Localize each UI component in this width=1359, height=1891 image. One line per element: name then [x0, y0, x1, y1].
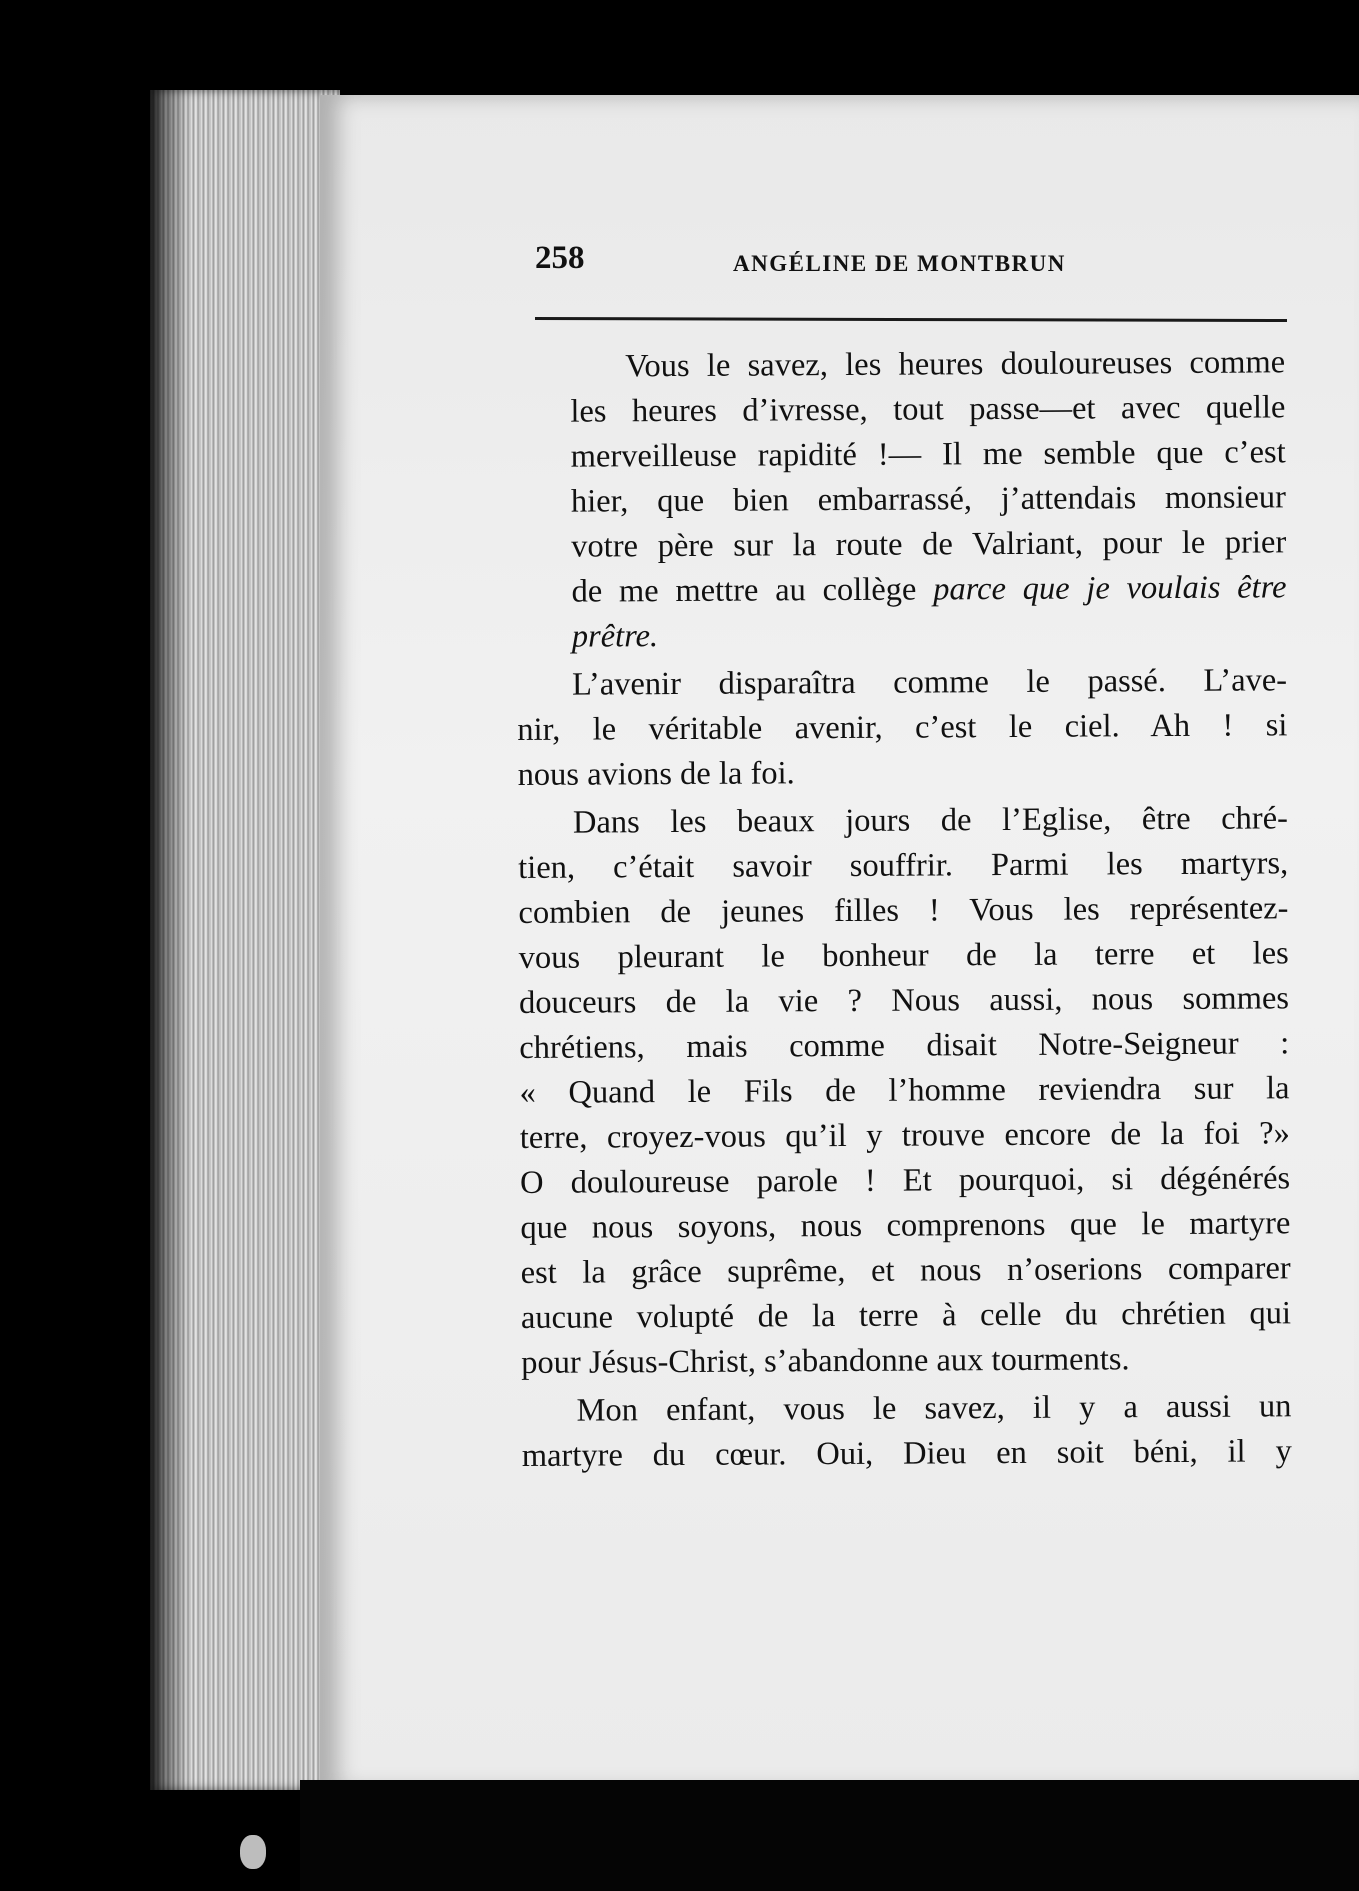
text-line: Dans les beaux jours de l’Eglise, être chré- [572, 800, 1289, 841]
paragraph-2 [517, 658, 1288, 798]
text-line: votre père sur la route de Valriant, pour le prier [571, 524, 1287, 565]
text-line: terre, croyez-vous qu’il y trouve encore de la foi ?» [519, 1115, 1290, 1156]
text-line: douceurs de la vie ? Nous aussi, nous sommes [518, 980, 1290, 1021]
text-line: prêtre. [571, 618, 659, 655]
text-line: hier, que bien embarrassé, j’attendais monsieur [570, 479, 1287, 520]
paragraph-3 [518, 796, 1292, 1386]
text-line: que nous soyons, nous comprenons que le martyre [520, 1205, 1291, 1246]
paragraph-4 [521, 1384, 1292, 1479]
text-line: L’avenir disparaîtra comme le passé. L’ave- [571, 662, 1288, 703]
book-title: ANGÉLINE DE MONTBRUN [733, 251, 1066, 276]
text-line: Vous le savez, les heures douloureuses comme [625, 344, 1286, 385]
text-line-mixed [516, 565, 1286, 615]
italic-fragment: parce que je voulais être [933, 569, 1287, 608]
text-line: aucune volupté de la terre à celle du chrétien qui [520, 1295, 1292, 1336]
text-fragment: de me mettre au collège [571, 571, 917, 610]
paragraph-1 [515, 340, 1287, 660]
text-line: O douloureuse parole ! Et pourquoi, si dégénérés [520, 1160, 1291, 1201]
running-head [535, 240, 1285, 290]
text-line: pour Jésus-Christ, s’abandonne aux tourments. [521, 1341, 1130, 1381]
text-line: chrétiens, mais comme disait Notre-Seigneur : [519, 1025, 1290, 1066]
text-line: Mon enfant, vous le savez, il y a aussi un [576, 1388, 1292, 1429]
scan-artifact [240, 1835, 266, 1869]
text-line: « Quand le Fils de l’homme reviendra sur la [519, 1070, 1290, 1111]
text-line: martyre du cœur. Oui, Dieu en soit béni, il y [521, 1433, 1292, 1474]
text-line: merveilleuse rapidité !— Il me semble que c’est [570, 434, 1286, 475]
text-line: est la grâce suprême, et nous n’oserions comparer [520, 1250, 1291, 1291]
scan-border [300, 1780, 1359, 1891]
page-number: 258 [535, 240, 585, 276]
text-line: vous pleurant le bonheur de la terre et les [518, 935, 1289, 976]
body-text [515, 340, 1292, 1482]
text-line: nir, le véritable avenir, c’est le ciel. Ah ! si [517, 707, 1288, 748]
page-edges-shadow [150, 90, 190, 1790]
text-line: les heures d’ivresse, tout passe—et avec quelle [570, 389, 1286, 430]
text-line: nous avions de la foi. [517, 755, 795, 793]
text-line: tien, c’était savoir souffrir. Parmi les martyrs, [518, 845, 1289, 886]
text-line: combien de jeunes filles ! Vous les représentez- [518, 890, 1289, 931]
